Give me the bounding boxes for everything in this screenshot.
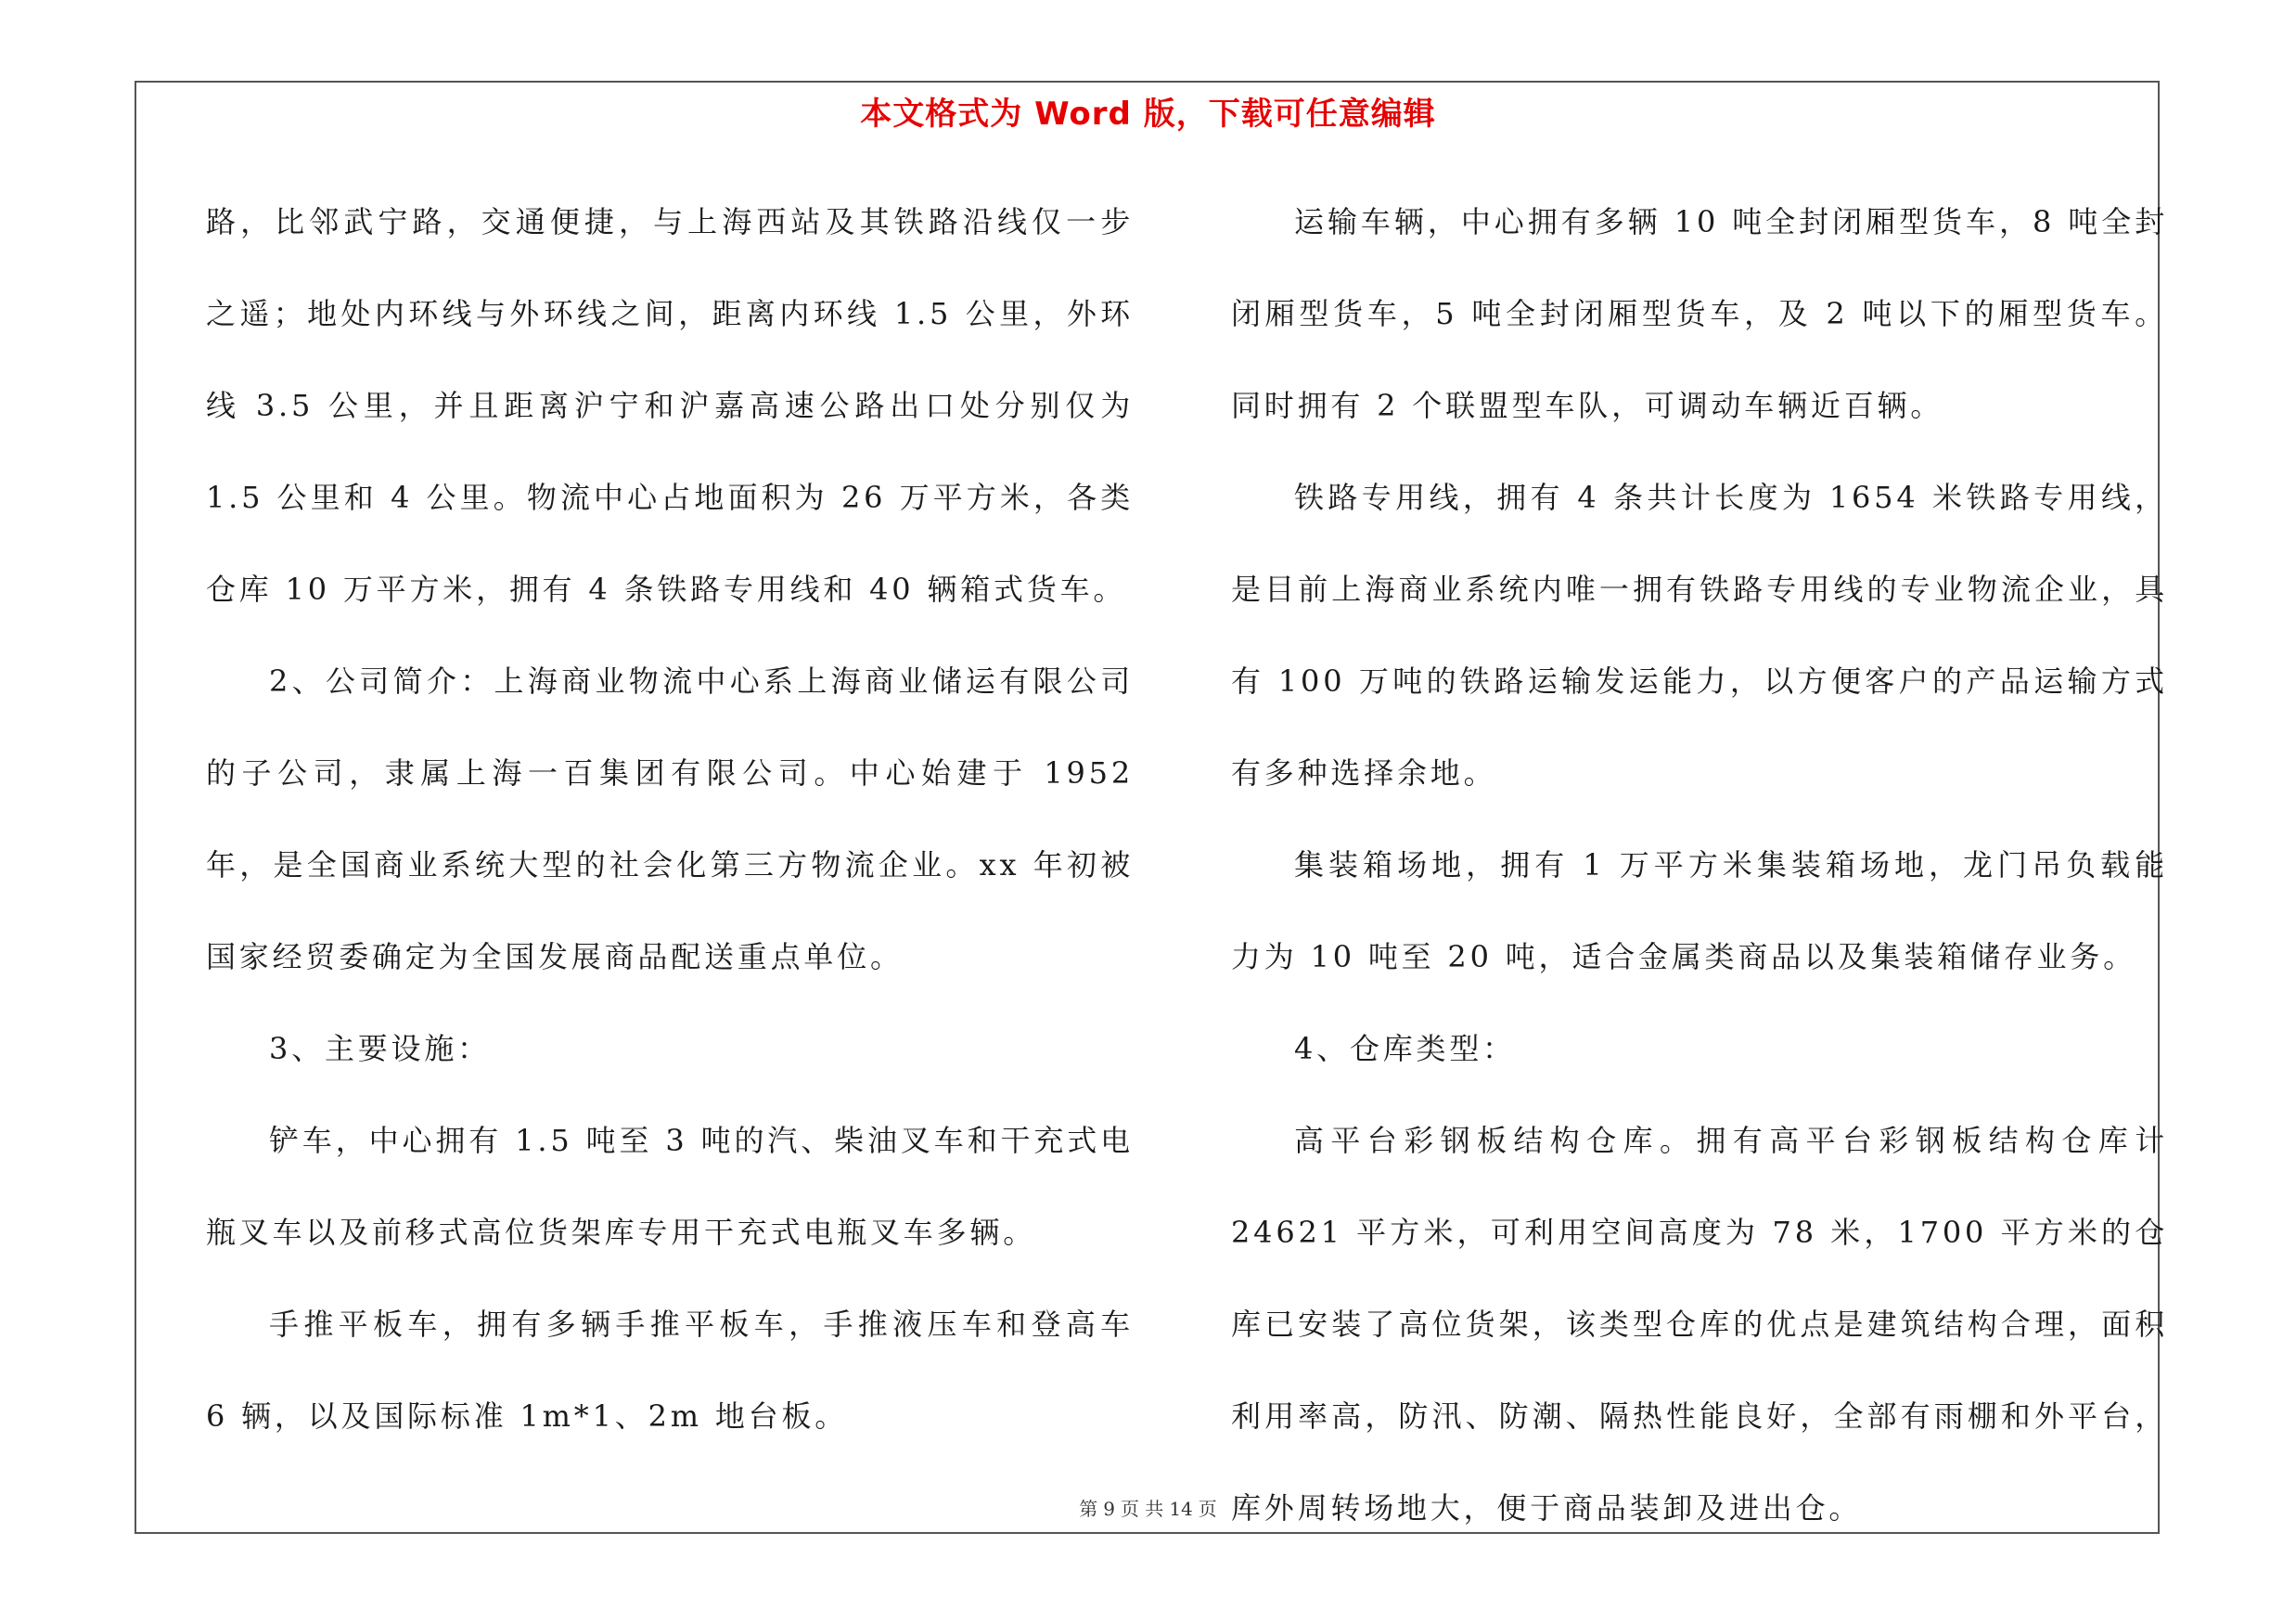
footer-current-page: 9 xyxy=(1103,1498,1115,1520)
footer-total-pages: 14 xyxy=(1169,1498,1193,1520)
paragraph-transport-vehicles: 运输车辆，中心拥有多辆 10 吨全封闭厢型货车，8 吨全封闭厢型货车，5 吨全封闭厢型货车，及 2 吨以下的厢型货车。同时拥有 2 个联盟型车队，可调动车辆近百辆。 xyxy=(1231,204,2168,423)
footer-mid: 页 共 xyxy=(1120,1498,1164,1520)
page-number-footer xyxy=(0,1494,2296,1521)
section-heading-warehouse-types: 4、仓库类型： xyxy=(1294,1031,1516,1066)
section-heading-facilities: 3、主要设施： xyxy=(269,1031,491,1066)
paragraph-container-yard: 集装箱场地，拥有 1 万平方米集装箱场地，龙门吊负载能力为 10 吨至 20 吨，适合金属类商品以及集装箱储存业务。 xyxy=(1231,847,2168,974)
left-column xyxy=(206,176,1134,1462)
paragraph-hand-carts: 手推平板车，拥有多辆手推平板车，手推液压车和登高车 6 辆，以及国际标准 1m*1、2m 地台板。 xyxy=(206,1307,1134,1434)
paragraph-forklifts: 铲车，中心拥有 1.5 吨至 3 吨的汽、柴油叉车和干充式电瓶叉车以及前移式高位货架库专用干充式电瓶叉车多辆。 xyxy=(206,1123,1134,1250)
footer-prefix: 第 xyxy=(1079,1498,1098,1520)
footer-suffix: 页 xyxy=(1198,1498,1217,1520)
right-column xyxy=(1231,176,2168,1554)
paragraph-railway-lines: 铁路专用线，拥有 4 条共计长度为 1654 米铁路专用线，是目前上海商业系统内唯一拥有铁路专用线的专业物流企业，具有 100 万吨的铁路运输发运能力，以方便客户的产品运输方式有多种选择余地。 xyxy=(1231,480,2168,791)
paragraph-steel-warehouse: 高平台彩钢板结构仓库。拥有高平台彩钢板结构仓库计 24621 平方米，可利用空间高度为 78 米，1700 平方米的仓库已安装了高位货架，该类型仓库的优点是建筑结构合理，面积利用率高，防汛、防潮、隔热性能良好，全部有雨棚和外平台，库外周转场地大，便于商品装卸及进出仓。 xyxy=(1231,1123,2168,1526)
document-banner: 本文格式为 Word 版，下载可任意编辑 xyxy=(860,96,1436,133)
paragraph-company-intro: 2、公司简介：上海商业物流中心系上海商业储运有限公司的子公司，隶属上海一百集团有限公司。中心始建于 1952 年，是全国商业系统大型的社会化第三方物流企业。xx 年初被国家经贸委确定为全国发展商品配送重点单位。 xyxy=(206,663,1134,974)
paragraph-location: 路，比邻武宁路，交通便捷，与上海西站及其铁路沿线仅一步之遥；地处内环线与外环线之间，距离内环线 1.5 公里，外环线 3.5 公里，并且距离沪宁和沪嘉高速公路出口处分别仅为 1.5 公里和 4 公里。物流中心占地面积为 26 万平方米，各类仓库 10 万平方米，拥有 4 条铁路专用线和 40 辆箱式货车。 xyxy=(206,204,1134,607)
